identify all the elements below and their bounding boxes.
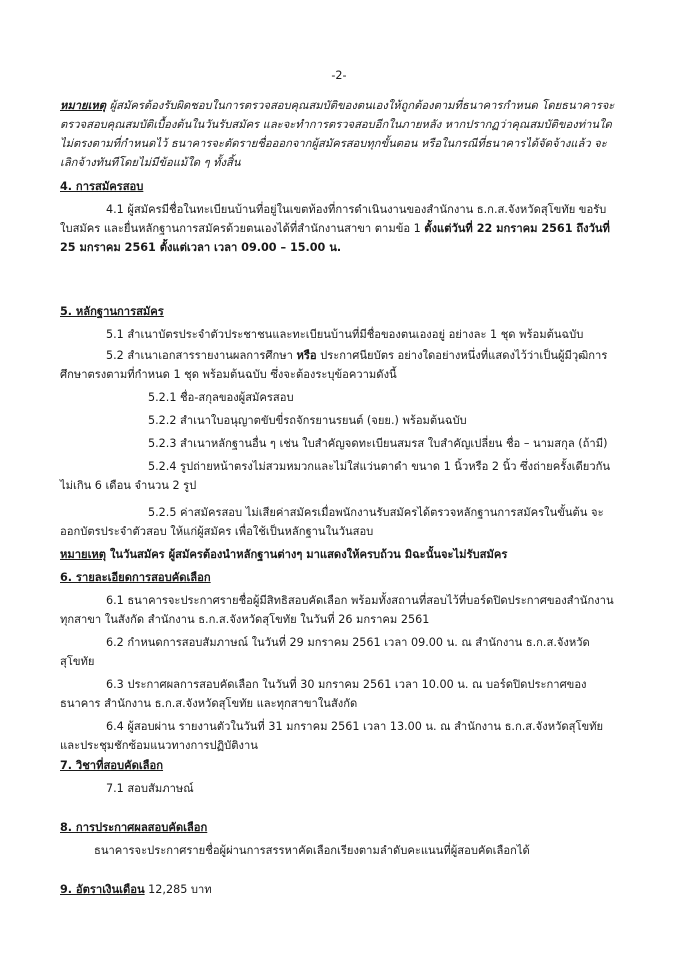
section-9-line xyxy=(60,880,616,899)
section-8 xyxy=(60,818,616,860)
section-6-heading: 6. รายละเอียดการสอบคัดเลือก xyxy=(60,571,211,584)
section-7-heading: 7. วิชาที่สอบคัดเลือก xyxy=(60,759,164,772)
item-5-1: 5.1 สำเนาบัตรประจำตัวประชาชนและทะเบียนบ้านที่มีชื่อของตนเองอยู่ อย่างละ 1 ชุด พร้อมต้นฉบับ xyxy=(106,328,584,341)
item-7-1: 7.1 สอบสัมภาษณ์ xyxy=(106,782,194,795)
page-number: -2- xyxy=(331,69,347,82)
item-6-4: 6.4 ผู้สอบผ่าน รายงานตัวในวันที่ 31 มกราคม 2561 เวลา 13.00 น. ณ สำนักงาน ธ.ก.ส.จังหวัดสุโขทัย และประชุมชักซ้อมแนวทางการปฏิบัติงาน xyxy=(60,720,604,752)
item-5-2-2: 5.2.2 สำเนาใบอนุญาตขับขี่รถจักรยานรยนต์ (จยย.) พร้อมต้นฉบับ xyxy=(148,414,467,427)
section-9-heading: 9. อัตราเงินเดือน xyxy=(60,883,145,896)
section-5-note xyxy=(60,545,616,564)
item-6-2: 6.2 กำหนดการสอบสัมภาษณ์ ในวันที่ 29 มกราคม 2561 เวลา 09.00 น. ณ สำนักงาน ธ.ก.ส.จังหวัดสุโขทัย xyxy=(60,636,590,668)
section-4-1-dates: ตั้งแต่วันที่ 22 มกราคม 2561 ถึงวันที่ 25 มกราคม 2561 ตั้งแต่เวลา เวลา 09.00 – 15.00 น. xyxy=(60,222,610,254)
salary-value: 12,285 บาท xyxy=(144,883,212,896)
note-text: ผู้สมัครต้องรับผิดชอบในการตรวจสอบคุณสมบัติของตนเองให้ถูกต้องตามที่ธนาคารกำหนด โดยธนาคารจะตรวจสอบคุณสมบัติเบื้องต้นในวันรับสมัคร และจะทำการตรวจสอบอีกในภายหลัง หากปรากฏว่าคุณสมบัติของท่านใดไม่ตรงตามที่กำหนดไว้ ธนาคารจะตัดรายชื่อออกจากผู้สมัครสอบทุกขั้นตอน หรือในกรณีที่ธนาคารได้จัดจ้างแล้ว จะเลิกจ้างทันทีโดยไม่มีข้อแม้ใด ๆ ทั้งสิ้น xyxy=(60,99,615,169)
note-paragraph xyxy=(60,96,616,172)
section-8-heading: 8. การประกาศผลสอบคัดเลือก xyxy=(60,821,208,834)
item-6-3: 6.3 ประกาศผลการสอบคัดเลือก ในวันที่ 30 มกราคม 2561 เวลา 10.00 น. ณ บอร์ดปิดประกาศของธนาคาร สำนักงาน ธ.ก.ส.จังหวัดสุโขทัย และทุกสาขาในสังกัด xyxy=(60,678,587,710)
section-5-note-text: ในวันสมัคร ผู้สมัครต้องนำหลักฐานต่างๆ มาแสดงให้ครบถ้วน มิฉะนั้นจะไม่รับสมัคร xyxy=(106,548,508,561)
item-5-2-5: 5.2.5 ค่าสมัครสอบ ไม่เสียค่าสมัครเมื่อพนักงานรับสมัครได้ตรวจหลักฐานการสมัครในขั้นต้น จะออกบัตรประจำตัวสอบ ให้แก่ผู้สมัคร เพื่อใช้เป็นหลักฐานในวันสอบ xyxy=(60,506,604,538)
section-9 xyxy=(60,880,616,899)
item-5-2-rest: ประกาศนียบัตร อย่างใดอย่างหนึ่งที่แสดงไว้ว่าเป็นผู้มีวุฒิการศึกษาตรงตามที่กำหนด 1 ชุด พร้อมต้นฉบับ ซึ่งจะต้องระบุข้อความดังนี้ xyxy=(60,349,608,381)
item-5-2-text: 5.2 สำเนาเอกสารรายงานผลการศึกษา xyxy=(106,349,297,362)
section-4-1-text: 4.1 ผู้สมัครมีชื่อในทะเบียนบ้านที่อยู่ในเขตท้องที่การดำเนินงานของสำนักงาน ธ.ก.ส.จังหวัดสุโขทัย ขอรับใบสมัคร และยื่นหลักฐานการสมัครด้วยตนเองได้ที่สำนักงานสาขา ตามข้อ 1 xyxy=(60,203,607,235)
item-5-2-4: 5.2.4 รูปถ่ายหน้าตรงไม่สวมหมวกและไม่ใส่แว่นตาดำ ขนาด 1 นิ้วหรือ 2 นิ้ว ซึ่งถ่ายครั้งเดียวกันไม่เกิน 6 เดือน จำนวน 2 รูป xyxy=(60,460,611,492)
item-5-2-3: 5.2.3 สำเนาหลักฐานอื่น ๆ เช่น ใบสำคัญจดทะเบียนสมรส ใบสำคัญเปลี่ยน ชื่อ – นามสกุล (ถ้ามี) xyxy=(148,437,608,450)
note-label: หมายเหตุ xyxy=(60,99,107,112)
item-5-2 xyxy=(60,346,616,384)
section-5-note-label: หมายเหตุ xyxy=(60,548,107,561)
item-6-1: 6.1 ธนาคารจะประกาศรายชื่อผู้มีสิทธิสอบคัดเลือก พร้อมทั้งสถานที่สอบไว้ที่บอร์ดปิดประกาศของสำนักงานทุกสาขา ในสังกัด สำนักงาน ธ.ก.ส.จังหวัดสุโขทัย ในวันที่ 26 มกราคม 2561 xyxy=(60,594,614,626)
section-6 xyxy=(60,568,616,755)
section-7 xyxy=(60,756,616,798)
section-4-heading: 4. การสมัครสอบ xyxy=(60,180,144,193)
section-5 xyxy=(60,302,616,564)
section-4 xyxy=(60,177,616,257)
section-4-1 xyxy=(60,200,616,257)
section-8-text: ธนาคารจะประกาศรายชื่อผู้ผ่านการสรรหาคัดเลือกเรียงตามลำดับคะแนนที่ผู้สอบคัดเลือกได้ xyxy=(94,844,530,857)
item-5-2-1: 5.2.1 ชื่อ-สกุลของผู้สมัครสอบ xyxy=(148,391,294,404)
item-5-2-or: หรือ xyxy=(296,349,317,362)
section-5-heading: 5. หลักฐานการสมัคร xyxy=(60,305,164,318)
